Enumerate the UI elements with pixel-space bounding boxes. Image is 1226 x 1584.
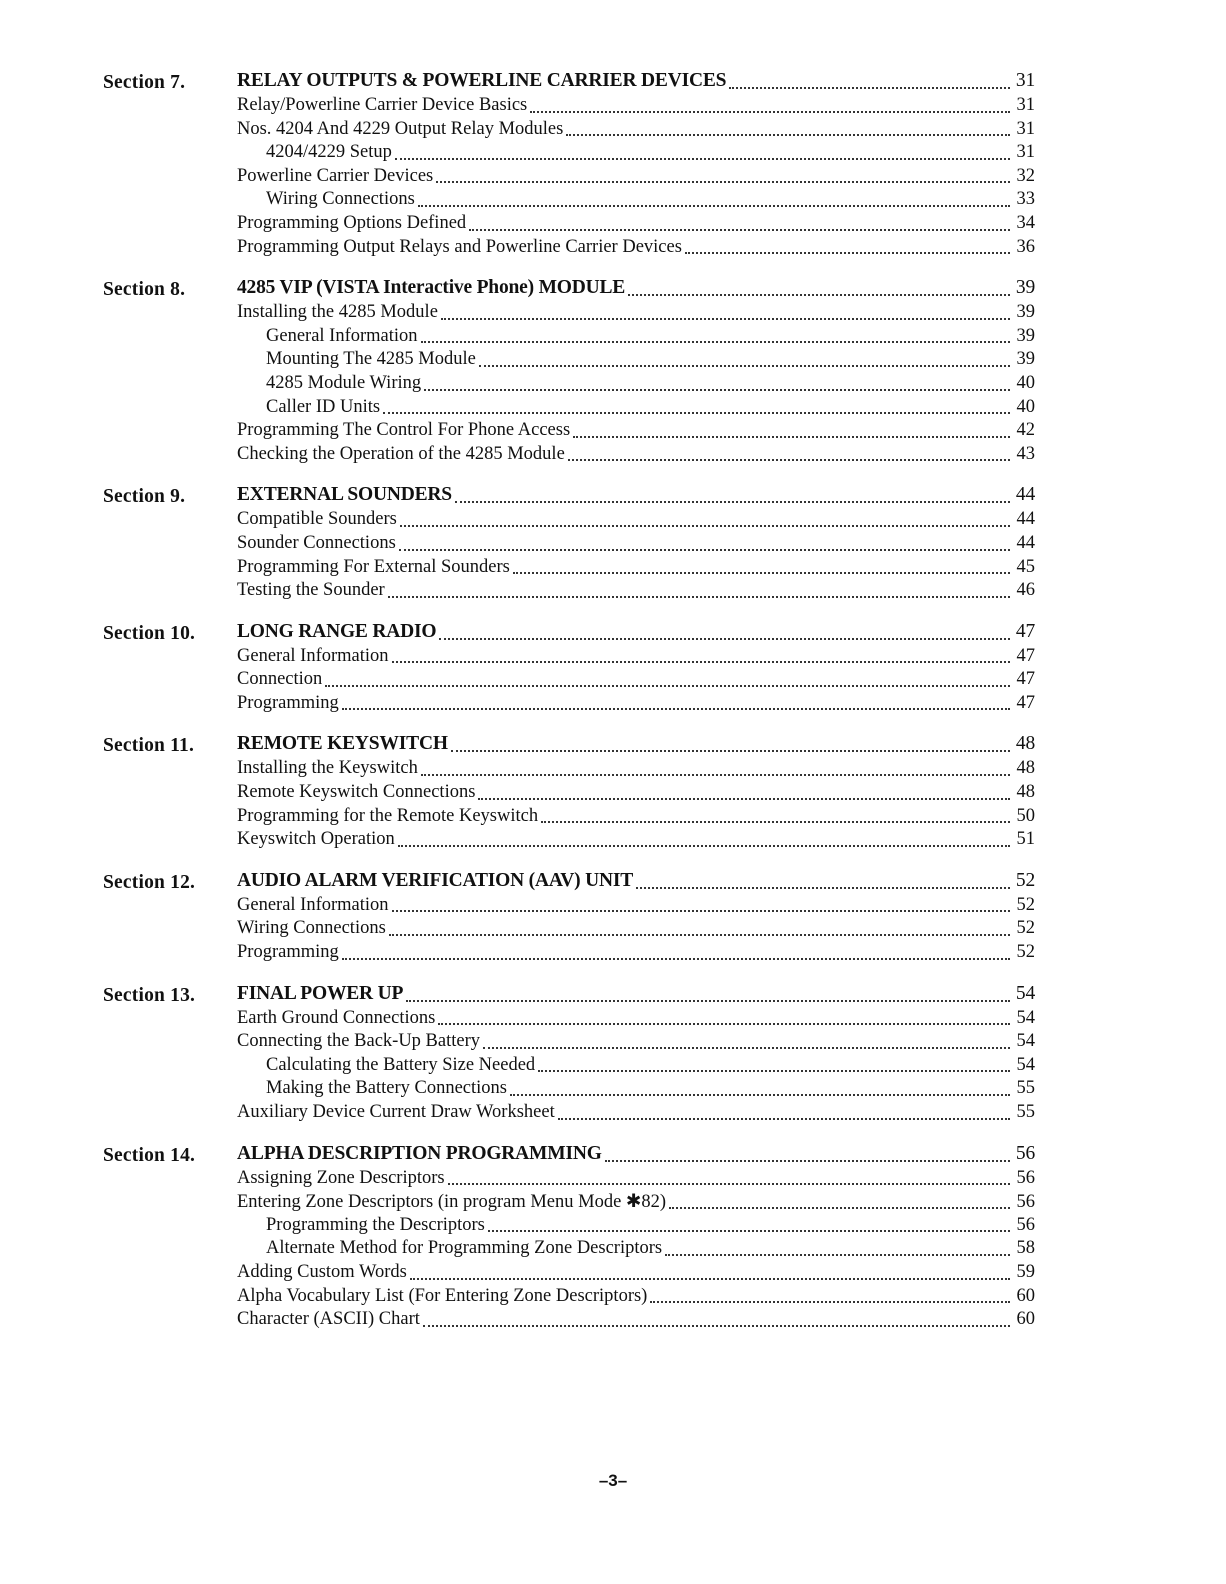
page-ref: 47 [1016,645,1035,666]
page-ref: 48 [1016,758,1035,779]
entry-title: Installing the 4285 Module [237,302,438,323]
page-ref: 52 [1016,894,1035,915]
section-number: Section 11. [103,735,195,757]
toc-section [103,733,1035,852]
entry-title: Auxiliary Device Current Draw Worksheet [237,1102,555,1122]
toc-entry[interactable] [237,444,1035,468]
toc-entry[interactable] [237,918,1035,942]
dot-leader [665,1253,1010,1256]
page-ref: 54 [1016,1054,1035,1075]
entry-title: 4285 VIP (VISTA Interactive Phone) MODULE [237,277,626,299]
dot-leader [342,957,1010,960]
dot-leader [513,571,1010,574]
toc-entry[interactable] [237,1262,1035,1286]
section-number: Section 9. [103,486,186,508]
toc-entry[interactable] [237,782,1035,806]
entry-title: Programming The Control For Phone Access [237,420,571,441]
entry-title: 4204/4229 Setup [266,142,392,163]
dot-leader [729,86,1010,89]
page-ref: 54 [1016,1007,1035,1028]
entry-title: Installing the Keyswitch [237,758,418,779]
section-number: Section 14. [103,1144,196,1166]
toc-entry[interactable] [237,420,1035,444]
toc-entry[interactable] [237,302,1035,326]
dot-leader [510,1093,1010,1096]
dot-leader [392,660,1010,663]
dot-leader [392,909,1010,912]
toc-entry[interactable] [237,166,1035,190]
entry-title: Nos. 4204 And 4229 Output Relay Modules [237,118,564,139]
section-heading[interactable] [237,983,1035,1008]
entry-title: Character (ASCII) Chart [237,1309,420,1330]
section-number: Section 10. [103,622,196,644]
dot-leader [538,1069,1010,1072]
dot-leader [436,180,1010,183]
toc-entry[interactable] [237,119,1035,143]
entry-title: General Information [266,325,418,346]
toc-subentry[interactable] [237,1238,1035,1262]
page-ref: 36 [1016,236,1035,257]
toc-entry[interactable] [237,693,1035,717]
page-ref: 50 [1016,805,1035,826]
entry-title: ALPHA DESCRIPTION PROGRAMMING [237,1142,602,1164]
page-ref: 44 [1015,484,1035,506]
page-ref: 44 [1016,532,1035,553]
page-ref: 40 [1016,396,1035,417]
page-ref: 52 [1016,942,1035,963]
entry-title: AUDIO ALARM VERIFICATION (AAV) UNIT [237,869,634,891]
section-number: Section 8. [103,279,186,301]
page-ref: 39 [1016,349,1035,370]
entry-title: Assigning Zone Descriptors [237,1167,445,1188]
page-ref: 43 [1016,443,1035,464]
toc-section [103,621,1035,717]
toc-entry[interactable] [237,1102,1035,1126]
page-ref: 47 [1016,669,1035,690]
dot-leader [628,293,1010,296]
toc-entry[interactable] [237,1309,1035,1333]
page-ref: 51 [1016,829,1035,850]
entry-title: Compatible Sounders [237,509,397,530]
entry-title: Entering Zone Descriptors (in program Menu Mode ✱82) [237,1192,667,1213]
toc-entry[interactable] [237,213,1035,237]
section-heading[interactable] [237,870,1035,895]
toc-section [103,277,1035,467]
section-heading[interactable] [237,733,1035,758]
page-ref: 45 [1016,556,1035,577]
entry-title: RELAY OUTPUTS & POWERLINE CARRIER DEVICES [237,70,727,91]
entry-title: Alternate Method for Programming Zone Descriptors [266,1238,663,1259]
page-ref: 54 [1016,1031,1035,1052]
section-heading[interactable] [237,621,1035,646]
entry-title: Wiring Connections [237,918,386,939]
dot-leader [573,435,1010,438]
entry-title: Calculating the Battery Size Needed [266,1054,536,1075]
dot-leader [389,933,1010,936]
toc-section [103,1143,1035,1333]
toc-entry[interactable] [237,557,1035,581]
page-ref: 52 [1016,918,1035,939]
page-ref: 52 [1015,869,1035,891]
entry-title: Remote Keyswitch Connections [237,782,476,803]
dot-leader [406,999,1010,1002]
toc-entry[interactable] [237,1031,1035,1055]
entry-title: General Information [237,645,389,666]
toc-entry[interactable] [237,95,1035,119]
page-ref: 48 [1015,733,1035,755]
page-ref: 44 [1016,509,1035,530]
toc-subentry[interactable] [237,142,1035,166]
entry-title: Checking the Operation of the 4285 Module [237,443,565,464]
entry-title: Connecting the Back-Up Battery [237,1031,481,1052]
page-ref: 60 [1016,1309,1035,1330]
entry-title: Programming Output Relays and Powerline Carrier Devices [237,236,682,257]
dot-leader [636,886,1010,889]
section-heading[interactable] [237,70,1035,95]
dot-leader [568,458,1010,461]
dot-leader [418,204,1010,207]
toc-entry[interactable] [237,237,1035,261]
dot-leader [395,157,1010,160]
entry-title: REMOTE KEYSWITCH [237,733,448,755]
toc-subentry[interactable] [237,1055,1035,1079]
entry-title: Mounting The 4285 Module [266,349,476,370]
dot-leader [605,1159,1010,1162]
section-heading[interactable] [237,484,1035,509]
dot-leader [424,388,1010,391]
entry-title: Programming the Descriptors [266,1214,485,1235]
entry-title: Caller ID Units [266,396,381,417]
section-number: Section 12. [103,871,196,893]
toc-entry[interactable] [237,646,1035,670]
toc-entry[interactable] [237,509,1035,533]
entry-title: Programming Options Defined [237,212,467,233]
page-ref: 33 [1016,189,1035,210]
toc-subentry[interactable] [237,1215,1035,1239]
entry-title: Programming [237,942,339,963]
page-ref: 31 [1016,118,1035,139]
dot-leader [558,1117,1010,1120]
toc-subentry[interactable] [237,349,1035,373]
page-ref: 46 [1016,580,1035,601]
entry-title: Relay/Powerline Carrier Device Basics [237,95,528,115]
page-ref: 48 [1016,782,1035,803]
entry-title: Earth Ground Connections [237,1007,436,1028]
toc-subentry[interactable] [237,1078,1035,1102]
toc-subentry[interactable] [237,326,1035,350]
dot-leader [439,637,1010,640]
page-ref: 55 [1016,1102,1035,1122]
entry-title: Wiring Connections [266,189,415,210]
dot-leader [455,500,1010,503]
dot-leader [478,797,1010,800]
entry-title: General Information [237,894,389,915]
dot-leader [541,820,1010,823]
toc-subentry[interactable] [237,373,1035,397]
dot-leader [483,1046,1010,1049]
page-ref: 47 [1015,620,1035,642]
toc-entry[interactable] [237,669,1035,693]
page-ref: 31 [1016,95,1035,115]
dot-leader [325,684,1010,687]
page-ref: 39 [1016,325,1035,346]
entry-title: Sounder Connections [237,532,396,553]
dot-leader [451,749,1010,752]
entry-title: Programming For External Sounders [237,556,510,577]
page-ref: 31 [1015,70,1035,91]
toc-subentry[interactable] [237,189,1035,213]
dot-leader [400,524,1010,527]
page-ref: 34 [1016,212,1035,233]
page-ref: 39 [1016,302,1035,323]
page-ref: 56 [1015,1142,1035,1164]
entry-title: LONG RANGE RADIO [237,620,437,642]
entry-title: Testing the Sounder [237,580,385,601]
page-ref: 54 [1015,982,1035,1004]
page-ref: 31 [1016,142,1035,163]
entry-title: Keyswitch Operation [237,829,395,850]
dot-leader [566,133,1010,136]
dot-leader [669,1206,1010,1209]
toc-entry[interactable] [237,1168,1035,1192]
dot-leader [423,1324,1010,1327]
toc-entry[interactable] [237,895,1035,919]
entry-title: Making the Battery Connections [266,1078,507,1099]
page-ref: 56 [1016,1214,1035,1235]
toc-entry[interactable] [237,1286,1035,1310]
dot-leader [383,411,1010,414]
dot-leader [342,707,1010,710]
dot-leader [399,548,1010,551]
page-ref: 56 [1016,1192,1035,1213]
table-of-contents [103,70,1035,1333]
entry-title: FINAL POWER UP [237,982,404,1004]
page-ref: 32 [1016,165,1035,186]
dot-leader [421,773,1010,776]
toc-entry[interactable] [237,942,1035,966]
dot-leader [479,364,1010,367]
entry-title: EXTERNAL SOUNDERS [237,484,452,506]
toc-entry[interactable] [237,829,1035,853]
page-ref: 59 [1016,1261,1035,1282]
toc-entry[interactable] [237,1191,1035,1215]
entry-title: Powerline Carrier Devices [237,165,434,186]
page-number: –3– [598,1471,628,1490]
toc-section [103,484,1035,603]
dot-leader [469,228,1010,231]
toc-entry[interactable] [237,806,1035,830]
page-ref: 40 [1016,372,1035,393]
section-number: Section 13. [103,984,196,1006]
toc-entry[interactable] [237,1008,1035,1032]
entry-title: Programming [237,692,339,713]
dot-leader [388,595,1010,598]
entry-title: Connection [237,669,323,690]
dot-leader [448,1182,1010,1185]
section-number: Section 7. [103,72,186,93]
section-heading[interactable] [237,277,1035,302]
entry-title: Alpha Vocabulary List (For Entering Zone Descriptors) [237,1285,648,1306]
section-heading[interactable] [237,1143,1035,1168]
dot-leader [685,251,1010,254]
dot-leader [650,1300,1010,1303]
dot-leader [441,317,1010,320]
page-ref: 60 [1016,1285,1035,1306]
toc-entry[interactable] [237,533,1035,557]
dot-leader [410,1277,1010,1280]
toc-section [103,70,1035,260]
dot-leader [488,1229,1010,1232]
toc-entry[interactable] [237,580,1035,604]
dot-leader [438,1022,1010,1025]
dot-leader [530,110,1010,113]
page-ref: 42 [1016,420,1035,441]
page-ref: 58 [1016,1238,1035,1259]
entry-title: Adding Custom Words [237,1261,407,1282]
entry-title: Programming for the Remote Keyswitch [237,805,539,826]
dot-leader [398,844,1010,847]
page-ref: 39 [1015,277,1035,299]
page-ref: 47 [1016,692,1035,713]
toc-subentry[interactable] [237,397,1035,421]
toc-entry[interactable] [237,758,1035,782]
toc-section [103,983,1035,1126]
page-ref: 55 [1016,1078,1035,1099]
dot-leader [421,340,1010,343]
toc-section [103,870,1035,966]
entry-title: 4285 Module Wiring [266,372,422,393]
page-ref: 56 [1016,1167,1035,1188]
